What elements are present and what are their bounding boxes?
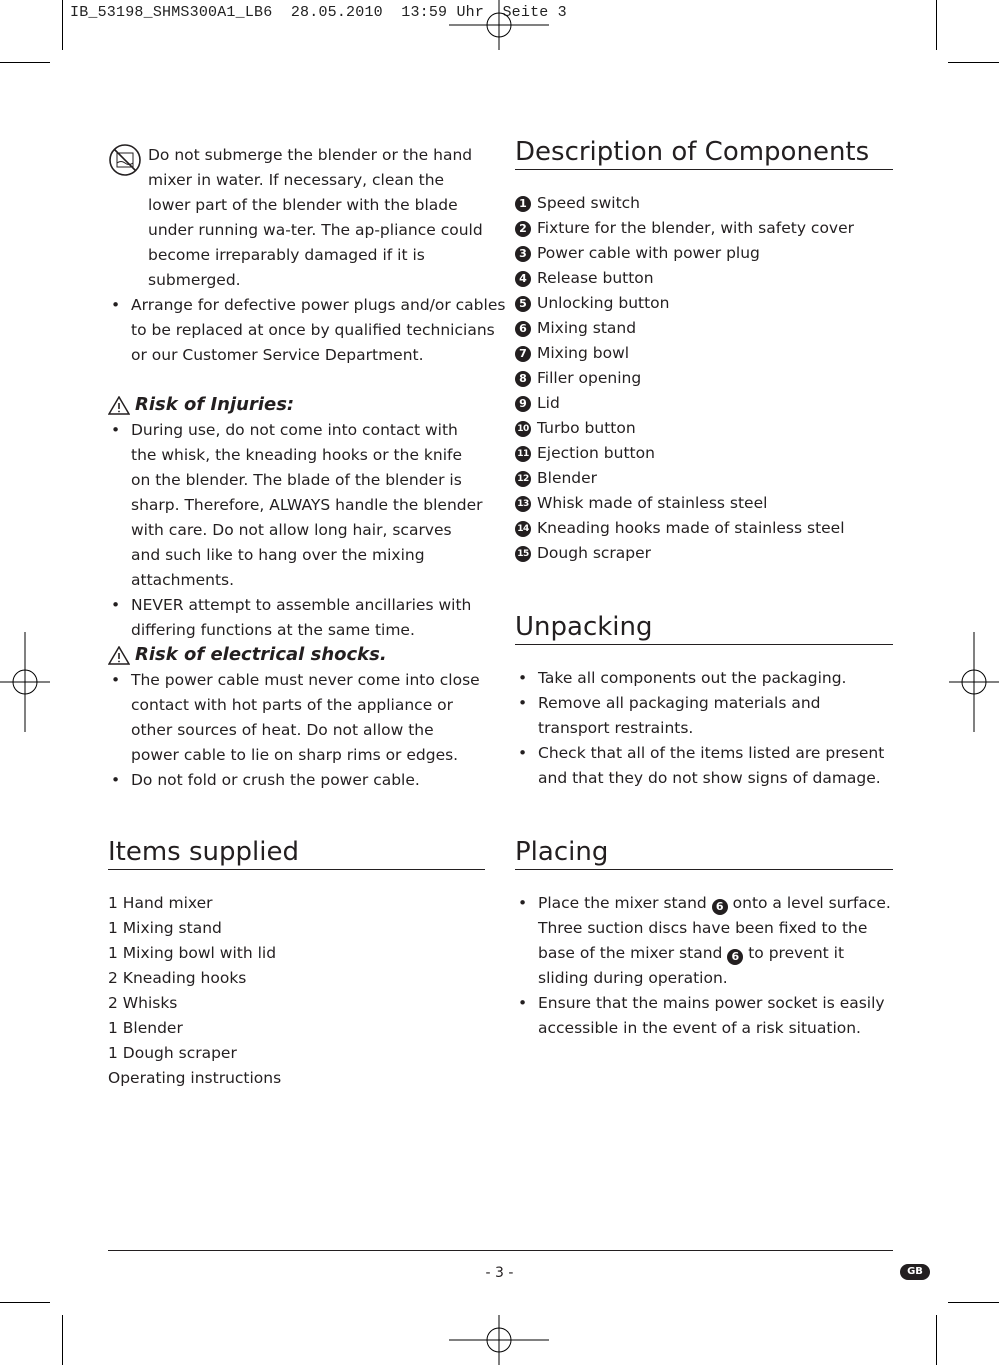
list-item: • Check that all of the items listed are present and that they do not show signs of damage. (515, 741, 893, 791)
component-number-badge: 1 (515, 196, 531, 212)
list-item: 1 Mixing bowl with lid (108, 944, 277, 962)
component-label: Fixture for the blender, with safety cover (537, 219, 855, 237)
components-section (515, 137, 893, 566)
component-label: Filler opening (537, 369, 642, 387)
list-item: • Ensure that the mains power socket is easily accessible in the event of a risk situation. (515, 991, 893, 1041)
bullet-defective-cables: • Arrange for defective power plugs and/or cables to be replaced at once by qualified technicians or our Customer Service Department. (108, 293, 508, 368)
component-item (515, 266, 893, 291)
note-text: Do not submerge the blender or the hand mixer in water. If necessary, clean the lower part of the blender with the blade under running wa-ter. The ap-pliance could become irreparably damaged if it is submerged. (148, 146, 483, 289)
placing-heading: Placing (515, 837, 893, 870)
list-item: 1 Dough scraper (108, 1044, 237, 1062)
component-number-badge: 9 (515, 396, 531, 412)
component-number-badge: 2 (515, 221, 531, 237)
component-number-badge: 5 (515, 296, 531, 312)
component-label: Turbo button (537, 419, 636, 437)
list-item: • Place the mixer stand 6 onto a level surface. Three suction discs have been fixed to the base of the mixer stand 6 to prevent it sliding during operation. (515, 891, 893, 991)
components-list (515, 191, 893, 566)
components-heading: Description of Components (515, 137, 893, 170)
component-item (515, 541, 893, 566)
component-item (515, 316, 893, 341)
injuries-heading: Risk of Injuries: (135, 394, 295, 415)
warning-triangle-icon (108, 396, 130, 415)
items-supplied-heading: Items supplied (108, 837, 485, 870)
component-label: Mixing stand (537, 319, 637, 337)
list-item: 1 Blender (108, 1019, 183, 1037)
component-item (515, 291, 893, 316)
list-item: 1 Mixing stand (108, 919, 222, 937)
list-item: Operating instructions (108, 1069, 282, 1087)
shocks-heading: Risk of electrical shocks. (135, 644, 387, 665)
shocks-section (108, 642, 485, 793)
component-number-badge: 6 (515, 321, 531, 337)
list-item: • The power cable must never come into close contact with hot parts of the appliance or other sources of heat. Do not allow the power cable to lie on sharp rims or edges. (108, 668, 485, 768)
component-number-badge: 14 (515, 521, 531, 537)
component-label: Whisk made of stainless steel (537, 494, 768, 512)
placing-section (515, 837, 893, 1041)
component-label: Power cable with power plug (537, 244, 760, 262)
component-item (515, 216, 893, 241)
component-item (515, 516, 893, 541)
injuries-section (108, 392, 485, 643)
component-number-badge: 7 (515, 346, 531, 362)
warning-triangle-icon (108, 646, 130, 665)
page-number: - 3 - (485, 1265, 514, 1281)
component-item (515, 466, 893, 491)
component-label: Ejection button (537, 444, 655, 462)
component-label: Speed switch (537, 194, 640, 212)
component-number-badge: 6 (727, 949, 743, 965)
component-item (515, 416, 893, 441)
component-label: Lid (537, 394, 560, 412)
component-item (515, 241, 893, 266)
component-number-badge: 11 (515, 446, 531, 462)
component-label: Mixing bowl (537, 344, 630, 362)
list-item: 2 Whisks (108, 994, 178, 1012)
component-number-badge: 3 (515, 246, 531, 262)
items-supplied-section (108, 837, 485, 1091)
print-header: IB_53198_SHMS300A1_LB6 28.05.2010 13:59 Uhr Seite 3 (70, 4, 567, 21)
list-item: • During use, do not come into contact with the whisk, the kneading hooks or the knife on the blender. The blade of the blender is sharp. Therefore, ALWAYS handle the blender with care. Do not allow long hair, scarves and such like to hang over the mixing attachments. (108, 418, 485, 593)
component-item (515, 391, 893, 416)
no-submerge-note (108, 143, 485, 293)
unpacking-heading: Unpacking (515, 612, 893, 645)
left-column (108, 0, 506, 1087)
component-item (515, 441, 893, 466)
list-item: • Remove all packaging materials and transport restraints. (515, 691, 893, 741)
component-item (515, 341, 893, 366)
list-item: 2 Kneading hooks (108, 969, 247, 987)
component-label: Dough scraper (537, 544, 652, 562)
list-item: • Take all components out the packaging. (515, 666, 893, 691)
language-badge: GB (900, 1264, 930, 1280)
component-number-badge: 12 (515, 471, 531, 487)
component-label: Kneading hooks made of stainless steel (537, 519, 845, 537)
unpacking-section (515, 612, 893, 791)
component-label: Blender (537, 469, 598, 487)
no-submerge-icon (108, 143, 142, 177)
list-item: • NEVER attempt to assemble ancillaries with differing functions at the same time. (108, 593, 485, 643)
component-number-badge: 4 (515, 271, 531, 287)
component-number-badge: 10 (515, 421, 531, 437)
component-label: Release button (537, 269, 654, 287)
list-item: • Do not fold or crush the power cable. (108, 768, 485, 793)
component-number-badge: 6 (712, 899, 728, 915)
component-item (515, 491, 893, 516)
component-label: Unlocking button (537, 294, 670, 312)
component-number-badge: 13 (515, 496, 531, 512)
component-item (515, 191, 893, 216)
component-number-badge: 15 (515, 546, 531, 562)
component-number-badge: 8 (515, 371, 531, 387)
footer-rule (108, 1250, 893, 1251)
component-item (515, 366, 893, 391)
list-item: 1 Hand mixer (108, 894, 213, 912)
